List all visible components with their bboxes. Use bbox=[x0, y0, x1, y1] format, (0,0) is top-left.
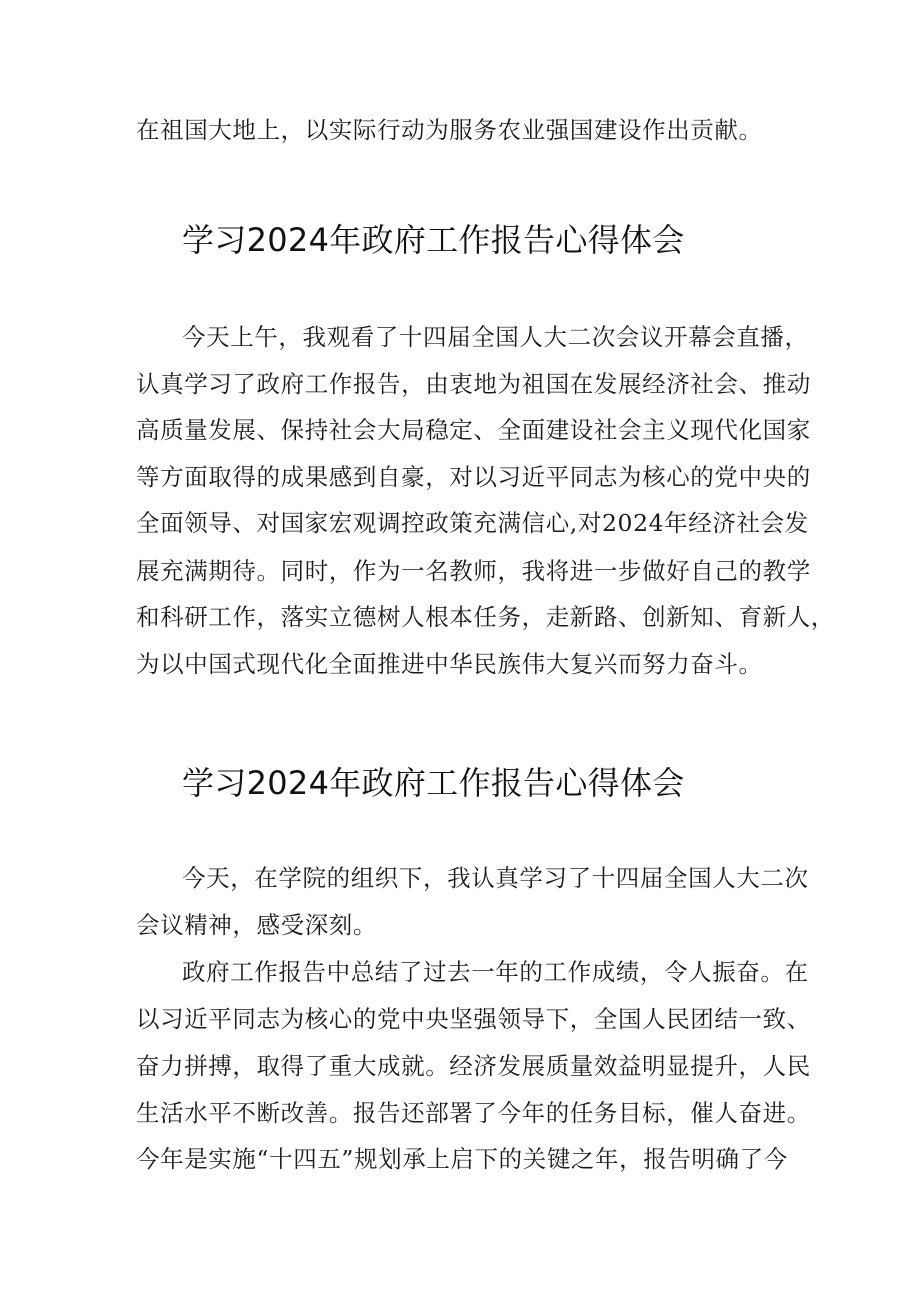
paragraph-line: 等方面取得的成果感到自豪，对以习近平同志为核心的党中央的 bbox=[136, 463, 811, 491]
paragraph-line: 奋力拼搏，取得了重大成就。经济发展质量效益明显提升，人民 bbox=[136, 1052, 811, 1080]
paragraph-line: 高质量发展、保持社会大局稳定、全面建设社会主义现代化国家 bbox=[136, 416, 811, 444]
paragraph-line: 以习近平同志为核心的党中央坚强领导下，全国人民团结一致、 bbox=[136, 1005, 811, 1033]
paragraph-line: 和科研工作，落实立德树人根本任务，走新路、创新知、育新人， bbox=[136, 603, 835, 631]
paragraph-line: 为以中国式现代化全面推进中华民族伟大复兴而努力奋斗。 bbox=[136, 650, 763, 678]
paragraph-line: 会议精神，感受深刻。 bbox=[136, 911, 377, 939]
paragraph-line: 今年是实施“十四五”规划承上启下的关键之年，报告明确了今 bbox=[136, 1145, 788, 1173]
paragraph-line: 今天上午，我观看了十四届全国人大二次会议开幕会直播， bbox=[182, 323, 809, 351]
section-title: 学习2024年政府工作报告心得体会 bbox=[182, 764, 685, 802]
paragraph-line: 在祖国大地上，以实际行动为服务农业强国建设作出贡献。 bbox=[136, 116, 763, 144]
paragraph-line: 全面领导、对国家宏观调控政策充满信心,对2024年经济社会发 bbox=[136, 509, 809, 537]
section-title: 学习2024年政府工作报告心得体会 bbox=[182, 221, 685, 259]
paragraph-line: 政府工作报告中总结了过去一年的工作成绩，令人振奋。在 bbox=[182, 958, 809, 986]
paragraph-line: 认真学习了政府工作报告，由衷地为祖国在发展经济社会、推动 bbox=[136, 370, 811, 398]
paragraph-line: 今天，在学院的组织下，我认真学习了十四届全国人大二次 bbox=[182, 864, 809, 892]
paragraph-line: 生活水平不断改善。报告还部署了今年的任务目标，催人奋进。 bbox=[136, 1099, 811, 1127]
paragraph-line: 展充满期待。同时，作为一名教师，我将进一步做好自己的教学 bbox=[136, 557, 811, 585]
